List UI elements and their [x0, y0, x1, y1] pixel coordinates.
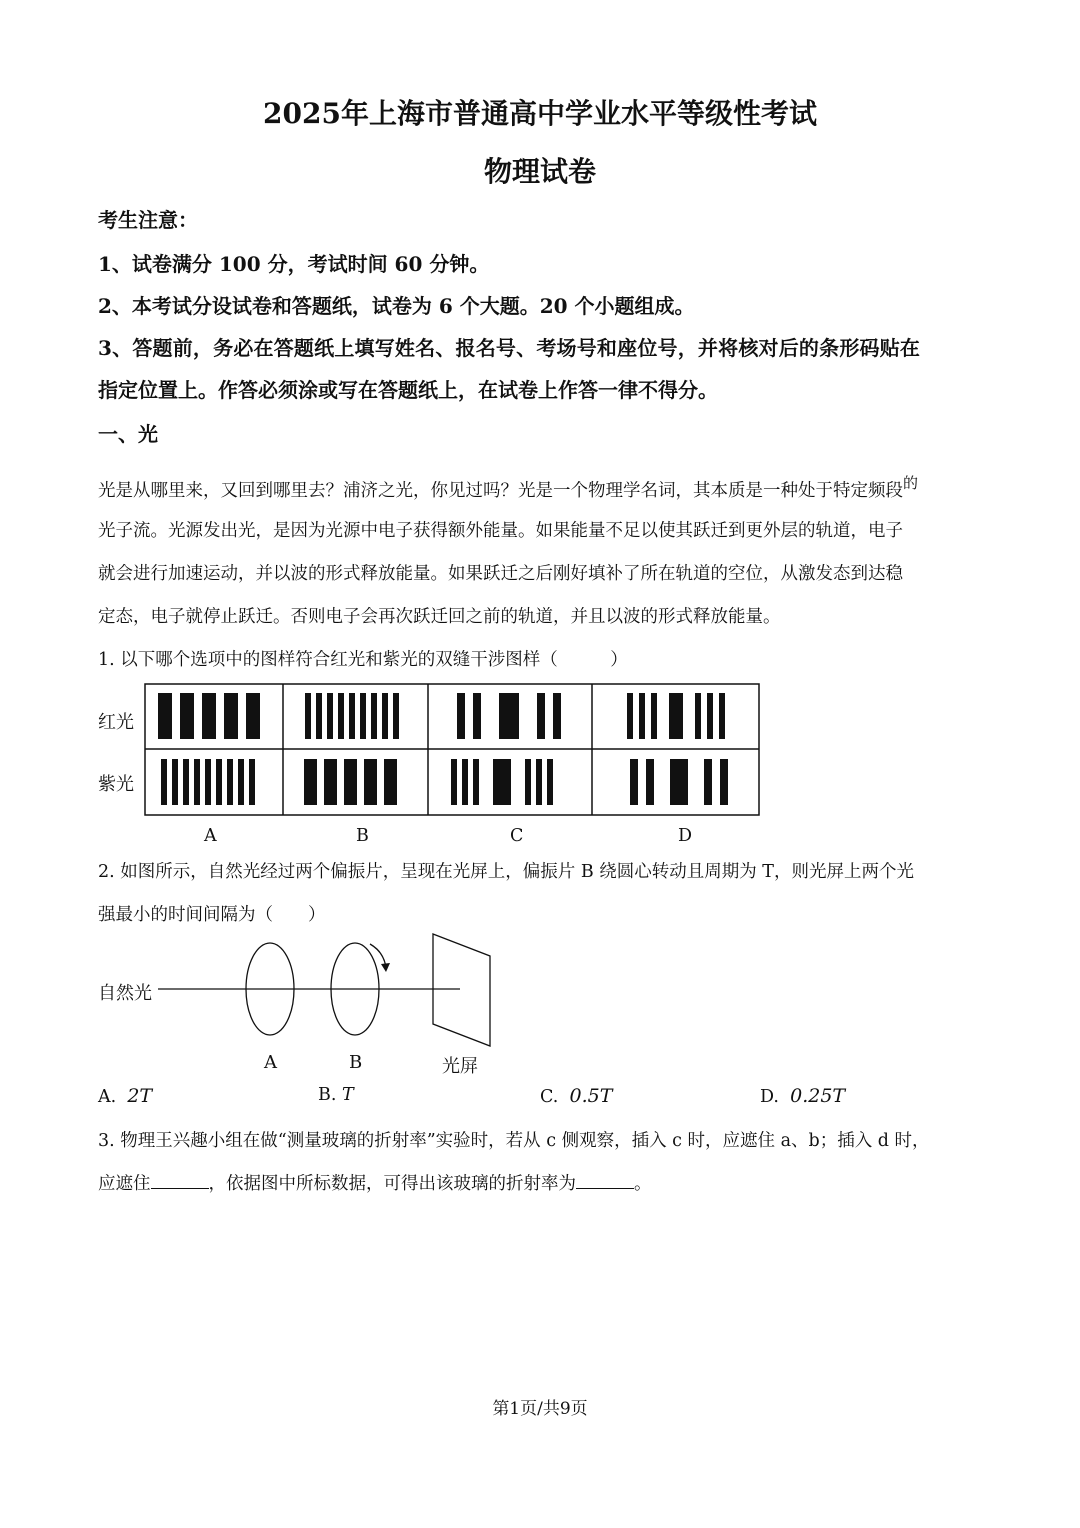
q2-text-line-1: 2. 如图所示，自然光经过两个偏振片，呈现在光屏上，偏振片 B 绕圆心转动且周期为 T，则光屏上两个光: [98, 862, 914, 882]
q2-screen-label: 光屏: [442, 1056, 478, 1077]
fringe-c-red: [457, 693, 561, 739]
q1-option-a: A: [204, 826, 217, 846]
q1-row-label-red: 红光: [98, 712, 134, 733]
q2-polarizer-a-label: A: [264, 1052, 277, 1073]
q2-polarizer-b-label: B: [349, 1052, 363, 1073]
q1-interference-table: [144, 683, 762, 817]
page-number: 第1页/共9页: [492, 1399, 588, 1419]
passage-superscript: 的: [903, 474, 919, 492]
fringe-b-violet: [304, 759, 397, 805]
q3-blank-1[interactable]: [151, 1174, 209, 1189]
q2-option-c: C. 0.5T: [540, 1085, 613, 1107]
exam-subtitle: 物理试卷: [483, 155, 596, 188]
fringe-b-red: [305, 693, 399, 739]
fringe-a-violet: [161, 759, 255, 805]
passage-line-4: 定态，电子就停止跃迁。否则电子会再次跃迁回之前的轨道，并且以波的形式释放能量。: [98, 607, 781, 627]
notice-item-1: 1、试卷满分 100 分，考试时间 60 分钟。: [98, 252, 490, 276]
q1-text: 1. 以下哪个选项中的图样符合红光和紫光的双缝干涉图样（ ）: [98, 650, 628, 670]
fringe-c-violet: [451, 759, 553, 805]
q1-row-label-violet: 紫光: [98, 774, 134, 795]
q2-text-line-2: 强最小的时间间隔为（ ）: [98, 905, 326, 925]
q1-option-c: C: [510, 826, 524, 846]
passage-line-2: 光子流。光源发出光，是因为光源中电子获得额外能量。如果能量不足以使其跃迁到更外层的轨道，电子: [98, 521, 903, 541]
notice-heading: 考生注意：: [98, 208, 198, 232]
q3-blank-2[interactable]: [576, 1174, 634, 1189]
fringe-a-red: [158, 693, 260, 739]
passage-line-3: 就会进行加速运动，并以波的形式释放能量。如果跃迁之后刚好填补了所在轨道的空位，从激发态到达稳: [98, 564, 903, 584]
q3-text-line-1: 3. 物理王兴趣小组在做“测量玻璃的折射率”实验时，若从 c 侧观察，插入 c 时，应遮住 a、b；插入 d 时，: [98, 1131, 930, 1151]
q2-source-label: 自然光: [98, 983, 152, 1004]
screen-shape: [433, 934, 490, 1046]
passage-line-1: 光是从哪里来，又回到哪里去？浦济之光，你见过吗？光是一个物理学名词，其本质是一种处于特定频段的: [98, 474, 919, 501]
exam-title: 2025年上海市普通高中学业水平等级性考试: [263, 97, 817, 130]
q2-option-a: A. 2T: [98, 1085, 153, 1107]
q2-option-b: B. T: [318, 1085, 354, 1105]
fringe-d-violet: [630, 759, 728, 805]
q2-option-d: D. 0.25T: [760, 1085, 846, 1107]
notice-item-3-cont: 指定位置上。作答必须涂或写在答题纸上，在试卷上作答一律不得分。: [98, 378, 718, 402]
q1-option-d: D: [678, 826, 693, 846]
q1-option-b: B: [356, 826, 369, 846]
q3-text-line-2: 应遮住 ，依据图中所标数据，可得出该玻璃的折射率为 。: [98, 1174, 652, 1194]
q2-polarizer-diagram: [150, 928, 510, 1048]
notice-item-3: 3、答题前，务必在答题纸上填写姓名、报名号、考场号和座位号，并将核对后的条形码贴在: [98, 336, 921, 360]
section-heading: 一、光: [98, 422, 158, 446]
fringe-d-red: [627, 693, 725, 739]
notice-item-2: 2、本考试分设试卷和答题纸，试卷为 6 个大题。20 个小题组成。: [98, 294, 695, 318]
